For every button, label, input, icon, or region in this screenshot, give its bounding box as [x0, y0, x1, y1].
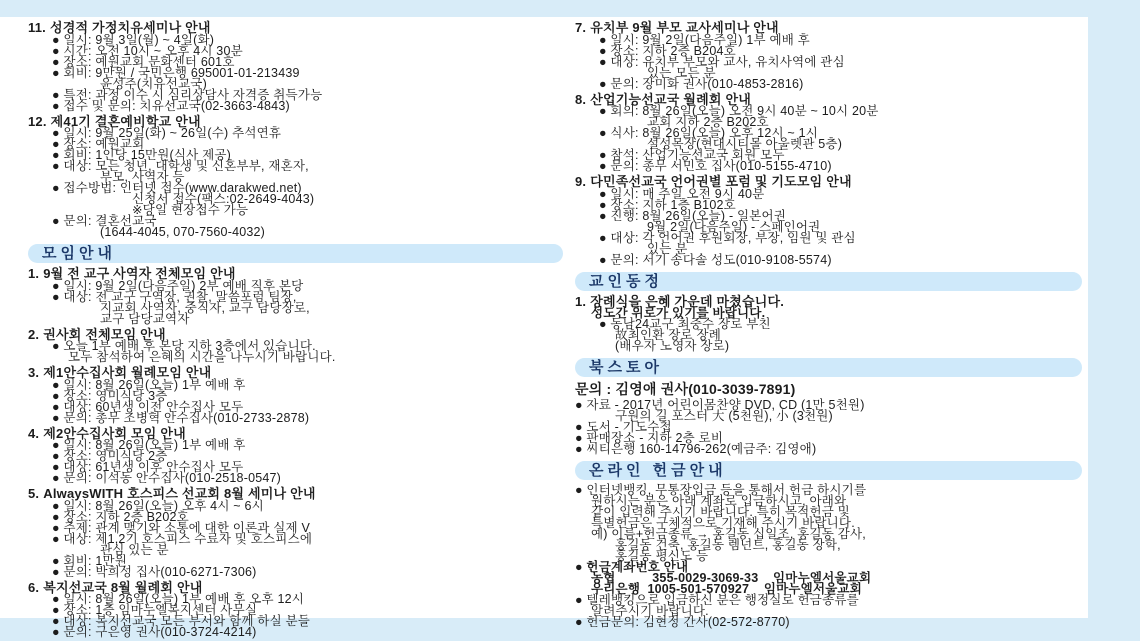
bulletin-sheet: [0, 17, 1088, 639]
bullet-line: ● 접수방법: 인터넷 접수(www.darakwed.net): [52, 181, 302, 195]
bullet-line: ● 일시: 매 주일 오전 9시 40분: [599, 186, 765, 201]
bullet-line: ● 도서 - 기도수첩: [575, 420, 672, 434]
section-header: 교인동정: [575, 272, 1082, 291]
bullet-line: ● 회비: 1인당 15만원(식사 제공): [52, 148, 232, 162]
bullet-line: ● 대상: 전 교구 구역장, 권찰, 말씀포럼 팀장,: [52, 289, 297, 304]
bullet-line: ● 참석: 산업기능선교국 회원 모두: [599, 148, 785, 162]
text-line: 성도간 위로가 있기를 바랍니다.: [591, 306, 766, 320]
bullet-line: ● 대상: 제1,2기 호스피스 수료자 및 호스피스에: [52, 531, 313, 546]
item-number: 12.: [28, 113, 47, 129]
text-line: 9월 2일(다음주일) - 스페인어권: [647, 219, 821, 234]
announcement-item: [28, 113, 563, 239]
bullet-line: ● 문의: 총무 조병혁 안수집사(010-2733-2878): [52, 410, 310, 425]
text-line: (배우자 노영자 장로): [615, 339, 730, 353]
item-number: 2.: [28, 326, 40, 342]
bullet-line: ● 대상: 각 언어권 후원회장, 부장, 임원 및 관심: [599, 230, 856, 245]
text-line: 같이 입력해 주시기 바랍니다. 특히 목적헌금 및: [591, 505, 850, 519]
item-title-text: 복지선교국 8월 월례회 안내: [43, 579, 203, 595]
bullet-line: ● 판매장소 - 지하 2층 로비: [575, 431, 724, 445]
text-line: 지교회 사역자, 중직자, 교구 담당장로,: [100, 300, 310, 315]
bullet-line: ● 장소: 예원교회 문화센터 601호: [52, 54, 235, 69]
bullet-line: ● 특전: 과정 이수 시 심리상담사 자격증 취득가능: [52, 87, 323, 102]
item-title-text: 산업기능선교국 월례회 안내: [590, 91, 751, 107]
text-line: 원하시는 분은 아래 계좌로 입금하시고, 아래와: [591, 494, 847, 508]
text-line: 교회 지하 2층 B202호: [647, 115, 769, 129]
bullet-line: ● 장소: 지하 2층 B202호: [52, 509, 189, 524]
text-line: 우리은행 1005-501-570927 임마누엘서울교회: [591, 582, 863, 596]
bullet-line: ● 장소: 지하 1층 B102호: [599, 197, 736, 212]
bullet-group: [575, 400, 1082, 455]
section-header: 온라인 헌금안내: [575, 461, 1082, 480]
bullet-line: ● 씨티은행 160-14796-262(예금주: 김영애): [575, 442, 817, 456]
item-title-text: 장례식을 은혜 가운데 마쳤습니다.: [590, 293, 785, 309]
bullet-line: ● 일시: 9월 2일(다음주일) 2부 예배 직후 본당: [52, 278, 304, 293]
item-number: 6.: [28, 579, 40, 595]
bullet-line: ● 진행: 8월 26일(오늘) - 일본어권: [599, 208, 787, 223]
item-title-text: AlwaysWITH 호스피스 선교회 8월 세미나 안내: [43, 486, 316, 501]
announcement-item: [575, 293, 1082, 353]
item-title-text: 9월 전 교구 사역자 전체모임 안내: [43, 266, 236, 281]
left-column: [0, 20, 575, 639]
announcement-item: [28, 22, 563, 112]
bullet-line: ● 오늘 1부 예배 후 본당 지하 3층에서 있습니다.: [52, 339, 316, 353]
bullet-line: ● 문의: 구은영 권사(010-3724-4214): [52, 625, 257, 639]
contact-line: 문의 : 김영애 권사(010-3039-7891): [575, 381, 796, 397]
item-number: 8.: [575, 91, 587, 107]
bullet-line: ● 대상: 유치부 부모와 교사, 유치사역에 관심: [599, 54, 845, 69]
bullet-line: ● 헌금계좌번호 안내: [575, 560, 689, 574]
item-number: 11.: [28, 20, 46, 35]
item-number: 9.: [575, 174, 587, 189]
bullet-line: ● 장소: 영미식당 2층: [52, 449, 168, 463]
text-line: (1644-4045, 070-7560-4032): [100, 225, 266, 239]
item-title-text: 다민족선교국 언어권별 포럼 및 기도모임 안내: [590, 174, 852, 189]
text-line: 농협 355-0029-3069-33 임마누엘서울교회: [591, 571, 872, 585]
item-title-text: 제2안수집사회 모임 안내: [43, 425, 186, 441]
announcement-item: [28, 488, 563, 578]
bullet-line: ● 장소: 영미식당 3층: [52, 388, 168, 403]
bullet-line: ● 문의: 총무 서민호 집사(010-5155-4710): [599, 159, 832, 173]
item-title-text: 제41기 결혼예비학교 안내: [50, 113, 201, 129]
text-line: 설성목장(현대시티몰 아울렛관 5층): [647, 137, 843, 151]
section-header: 모임안내: [28, 244, 563, 263]
bullet-group: [575, 485, 1082, 628]
bullet-line: ● 인터넷뱅킹, 무통장입금 등을 통해서 헌금 하시기를: [575, 483, 867, 497]
announcement-item: [28, 579, 563, 639]
announcement-item: [575, 176, 1082, 266]
bullet-line: ● 시간: 오전 10시 ~ 오후 4시 30분: [52, 43, 243, 58]
bullet-line: ● 주제: 관계 맺기와 소통에 대한 이론과 실제 V: [52, 520, 311, 535]
text-line: 교구 담당교역자: [100, 311, 190, 326]
text-line: ※당일 현장접수 가능: [132, 203, 249, 217]
item-number: 1.: [575, 293, 587, 309]
bullet-line: ● 대상: 복지선교국 모든 부서와 함께 하실 분들: [52, 614, 311, 628]
bullet-line: ● 회의: 8월 26일(오늘) 오전 9시 40분 ~ 10시 20분: [599, 104, 879, 118]
announcement-item: [28, 268, 563, 325]
section-header: 북스토아: [575, 358, 1082, 377]
bullet-line: ● 대상: 60년생 이전 안수집사 모두: [52, 399, 244, 414]
bullet-line: ● 동남24교구 최중수 장로 부친: [599, 317, 771, 331]
bullet-line: ● 회비: 9만원 / 국민은행 695001-01-213439: [52, 65, 300, 80]
right-column: [575, 20, 1088, 629]
bullet-line: ● 일시: 8월 26일(오늘) 1부 예배 후: [52, 377, 246, 392]
text-line: 윤성주(치유선교국): [100, 76, 207, 91]
item-number: 4.: [28, 425, 40, 441]
bullet-line: ● 텔레뱅킹으로 입금하신 분은 행정실로 헌금종류를: [575, 593, 859, 607]
bullet-line: ● 일시: 9월 25일(화) ~ 26일(수) 추석연휴: [52, 126, 282, 140]
bullet-line: ● 접수 및 문의: 치유선교국(02-3663-4843): [52, 98, 290, 113]
bullet-line: ● 자료 - 2017년 어린이몸찬양 DVD, CD (1만 5천원): [575, 398, 865, 412]
bullet-line: ● 대상: 모든 청년, 대학생 및 신혼부부, 재혼자,: [52, 159, 309, 173]
item-title-text: 성경적 가정치유세미나 안내: [49, 20, 211, 35]
bullet-line: ● 장소: 예원교회: [52, 137, 145, 151]
bullet-line: ● 장소: 1층 임마누엘복지센터 사무실: [52, 603, 258, 617]
text-line: 모두 참석하여 은혜의 시간을 나누시기 바랍니다.: [68, 350, 336, 364]
text-line: 구원의 길 포스터 大 (5천원), 小 (3천원): [615, 409, 833, 423]
text-line: 알려주시기 바랍니다.: [591, 604, 709, 618]
bullet-line: ● 일시: 8월 26일(오늘) 1부 예배 후: [52, 438, 246, 452]
announcement-item: [575, 22, 1082, 90]
announcement-item: [575, 91, 1082, 173]
item-title-text: 제1안수집사회 월례모임 안내: [43, 365, 212, 380]
item-title-text: 유치부 9월 부모 교사세미나 안내: [590, 20, 779, 35]
item-number: 3.: [28, 365, 40, 380]
bullet-line: ● 문의: 장미화 권사(010-4853-2816): [599, 76, 804, 91]
bullet-line: ● 일시: 8월 26일(오늘) 오후 4시 ~ 6시: [52, 498, 264, 513]
bullet-line: ● 문의: 결혼선교국: [52, 214, 157, 228]
bullet-line: ● 식사: 8월 26일(오늘) 오후 12시 ~ 1시: [599, 126, 819, 140]
item-number: 1.: [28, 266, 40, 281]
bullet-line: ● 일시: 9월 3일(월) ~ 4일(화): [52, 32, 215, 47]
text-line: 특별헌금은 구체적으로 기재해 주시기 바랍니다.: [591, 516, 855, 530]
text-line: 있는 모든 분: [647, 65, 716, 80]
text-line: 홍길동 건축, 홍길동 렘넌트, 홍길동 장학,: [615, 538, 841, 552]
text-line: 부모, 사역자 등: [100, 170, 185, 184]
text-line: 신청서 접수(팩스:02-2649-4043): [132, 192, 315, 206]
bullet-line: ● 문의: 이석동 안수집사(010-2518-0547): [52, 471, 282, 485]
text-line: 홍길동 평신도 등: [615, 549, 709, 563]
bullet-line: ● 문의: 박희성 집사(010-6271-7306): [52, 564, 257, 579]
bullet-line: ● 회비: 1만원: [52, 553, 128, 568]
text-line: 예) 이름+헌금종류 → 홍길동 십일조, 홍길동 감사,: [591, 527, 866, 541]
bullet-line: ● 일시: 8월 26일(오늘) 1부 예배 후 오후 12시: [52, 592, 305, 606]
bullet-line: ● 문의: 서기 송다솔 성도(010-9108-5574): [599, 252, 832, 267]
item-title-text: 권사회 전체모임 안내: [43, 326, 166, 342]
bullet-line: ● 장소: 지하 2층 B204호: [599, 43, 736, 58]
text-line: 故최인환 장로 장례: [615, 328, 721, 342]
announcement-item: [28, 326, 563, 364]
bullet-line: ● 일시: 9월 2일(다음주일) 1부 예배 후: [599, 32, 810, 47]
text-line: 있는 분: [647, 241, 688, 256]
bullet-line: ● 헌금문의: 김현정 간사(02-572-8770): [575, 615, 790, 629]
announcement-item: [28, 367, 563, 424]
text-line: 관심 있는 분: [100, 542, 169, 557]
announcement-item: [28, 425, 563, 485]
item-number: 5.: [28, 486, 40, 501]
item-number: 7.: [575, 20, 587, 35]
bullet-line: ● 대상: 61년생 이후 안수집사 모두: [52, 460, 244, 474]
